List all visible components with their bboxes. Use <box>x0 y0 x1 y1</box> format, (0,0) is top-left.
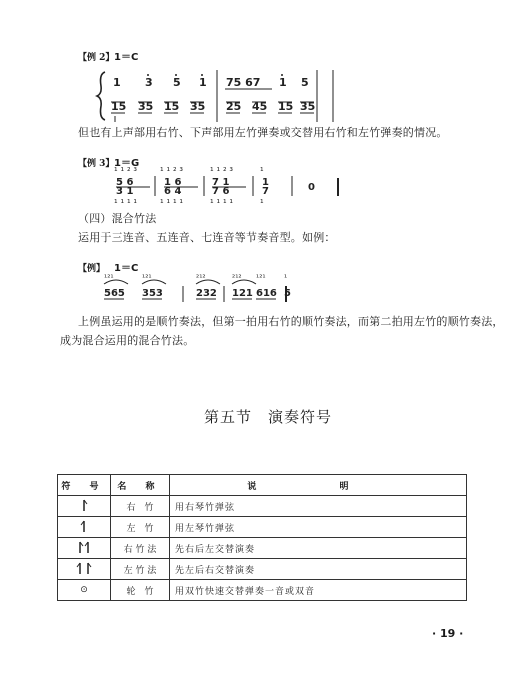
table-row <box>58 538 467 559</box>
note: 35 <box>190 100 206 113</box>
svg-text:¹²¹: ¹²¹ <box>256 273 266 282</box>
table-header-name: 名 称 <box>111 475 170 496</box>
note: 7 6 <box>212 186 230 197</box>
section-4-title: （四）混合竹法 <box>78 212 157 225</box>
paragraph-2-line-1: 上例虽运用的是顺竹奏法，但第一拍用右竹的顺竹奏法，而第二拍用左竹的顺竹奏法， <box>78 315 504 328</box>
table-desc-cell: 用右琴竹弹弦 <box>170 496 467 517</box>
note: 5 <box>284 288 291 299</box>
note: 15 <box>278 100 294 113</box>
note: 565 <box>104 288 125 299</box>
example-3-notation <box>112 166 352 208</box>
note: 25 <box>226 100 242 113</box>
note: 3 1 <box>116 186 134 197</box>
right-bamboo-icon <box>58 496 111 517</box>
note: 616 <box>256 288 277 299</box>
note: 7 <box>262 186 269 197</box>
end-barline <box>282 286 292 306</box>
paragraph-2-line-2: 成为混合运用的混合竹法。 <box>60 334 195 347</box>
right-left-alternate-icon <box>58 538 111 559</box>
page-number: · 19 · <box>432 627 464 640</box>
left-bamboo-icon <box>58 517 111 538</box>
note: 5 6 <box>116 177 134 188</box>
svg-text:¹ ¹ ² ³: ¹ ¹ ² ³ <box>210 167 234 177</box>
example-2-notation <box>95 66 345 126</box>
left-right-alternate-icon <box>58 559 111 580</box>
example-3-label: 【例 3】 <box>78 159 115 169</box>
table-desc-cell: 用双竹快速交替弹奏一音或双音 <box>170 580 467 601</box>
note: 35 <box>138 100 154 113</box>
table-header-description: 说 明 <box>170 475 467 496</box>
note: 7 1 <box>212 177 230 188</box>
example-4-notation <box>98 272 298 308</box>
table-desc-cell: 用左琴竹弹弦 <box>170 517 467 538</box>
table-row <box>58 580 467 601</box>
svg-text:¹: ¹ <box>284 273 288 282</box>
table-name-cell: 左 竹 <box>111 517 170 538</box>
note: 75 67 <box>226 76 261 89</box>
svg-text:¹²¹: ¹²¹ <box>142 273 152 282</box>
svg-text:¹ ¹ ¹ ¹: ¹ ¹ ¹ ¹ <box>160 199 184 208</box>
note: 45 <box>252 100 268 113</box>
note: 1 <box>113 76 121 89</box>
tremolo-icon: ⊙ <box>58 580 111 601</box>
svg-text:¹ ¹ ¹ ¹: ¹ ¹ ¹ ¹ <box>114 199 138 208</box>
note: 15 <box>164 100 180 113</box>
table-name-cell: 右 竹 <box>111 496 170 517</box>
note: 35 <box>300 100 316 113</box>
note: 1 <box>262 177 269 188</box>
note: 6 4 <box>164 186 182 197</box>
example-4-label: 【例】 <box>78 264 106 274</box>
svg-text:¹ ¹ ¹ ¹: ¹ ¹ ¹ ¹ <box>210 199 234 208</box>
symbols-table <box>57 474 467 601</box>
note: 1 6 <box>164 177 182 188</box>
table-row <box>58 517 467 538</box>
example-4-key: 1＝C <box>114 263 139 274</box>
section-4-text: 运用于三连音、五连音、七连音等节奏音型。如例： <box>78 231 336 244</box>
table-desc-cell: 先左后右交替演奏 <box>170 559 467 580</box>
note: 1 <box>199 76 207 89</box>
note: 1 <box>279 76 287 89</box>
note: 121 <box>232 288 253 299</box>
paragraph-1: 但也有上声部用右竹、下声部用左竹弹奏或交替用右竹和左竹弹奏的情况。 <box>78 126 448 139</box>
svg-text:²¹²: ²¹² <box>232 273 242 282</box>
example-2-key: 1＝C <box>114 52 139 63</box>
note: 5 <box>301 76 309 89</box>
table-row <box>58 496 467 517</box>
example-2-label: 【例 2】 <box>78 53 115 63</box>
svg-text:¹ ¹ ² ³: ¹ ¹ ² ³ <box>114 167 138 177</box>
table-header-row <box>58 475 467 496</box>
note: 3 <box>145 76 153 89</box>
table-row <box>58 559 467 580</box>
table-desc-cell: 先右后左交替演奏 <box>170 538 467 559</box>
svg-text:²¹²: ²¹² <box>196 273 206 282</box>
note: 5 <box>173 76 181 89</box>
note: 353 <box>142 288 163 299</box>
section-5-title: 第五节 演奏符号 <box>204 408 333 426</box>
svg-text:¹ ¹ ² ³: ¹ ¹ ² ³ <box>160 167 184 177</box>
example-3-key: 1＝G <box>114 158 140 169</box>
note: 0 <box>308 182 315 193</box>
table-header-symbol: 符 号 <box>58 475 111 496</box>
table-name-cell: 右 竹 法 <box>111 538 170 559</box>
svg-text:¹: ¹ <box>260 199 264 208</box>
table-name-cell: 轮 竹 <box>111 580 170 601</box>
table-name-cell: 左 竹 法 <box>111 559 170 580</box>
note: 15 <box>111 100 127 113</box>
note: 232 <box>196 288 217 299</box>
svg-text:¹²¹: ¹²¹ <box>104 273 114 282</box>
svg-text:¹: ¹ <box>260 167 264 177</box>
